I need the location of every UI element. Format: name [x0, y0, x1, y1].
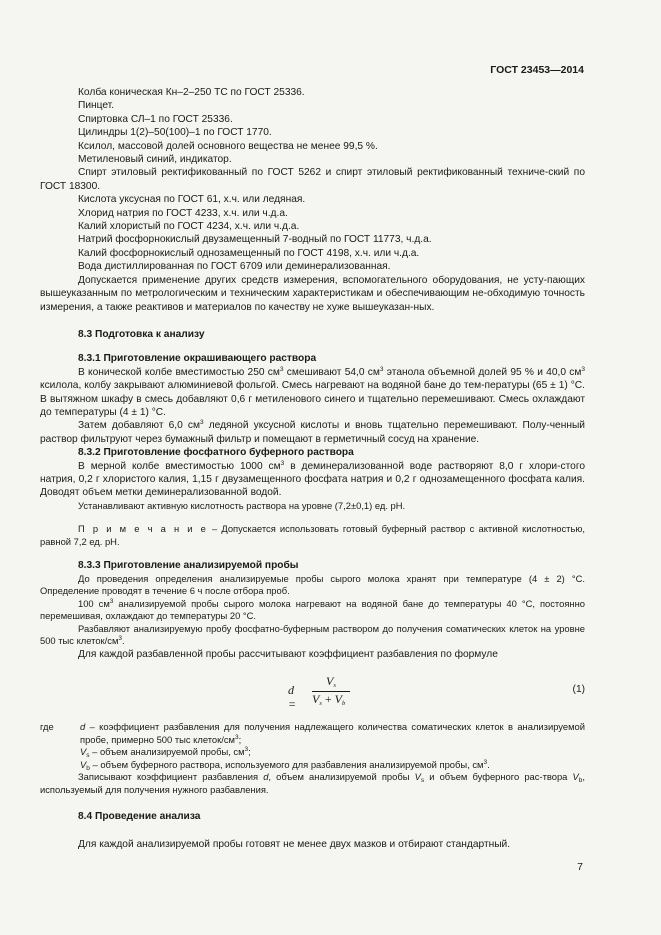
material-item: Хлорид натрия по ГОСТ 4233, х.ч. или ч.д.а.	[78, 207, 288, 219]
section-8-3-2-title: 8.3.2 Приготовление фосфатного буферного раствора	[78, 447, 354, 459]
material-item: Цилиндры 1(2)–50(100)–1 по ГОСТ 1770.	[78, 127, 272, 139]
material-item: Калий хлористый по ГОСТ 4234, х.ч. или ч.д.а.	[78, 221, 300, 233]
where-block	[40, 721, 585, 771]
section-8-3-3-paragraph-2: 100 $см^3$ анализируемой пробы сырого молока нагревают на водяной бане до температуры 40 °С, постоянно перемешивая, охлаждают до температуры 20 °С.	[40, 597, 585, 622]
material-item: Спиртовка СЛ–1 по ГОСТ 25336.	[78, 113, 233, 125]
section-8-3-2-paragraph-1: В мерной колбе вместимостью 1000 $см^3$ в деминерализованной воде растворяют 8,0 г хлори-стого натрия, 0,2 г хлористого калия, 1,15 г двузамещенного фосфата натрия и 0,2 г однозамещенного фосфата калия. Доводят объем метки деминерализованной водой.	[40, 459, 585, 499]
material-item: Вода дистиллированная по ГОСТ 6709 или деминерализованная.	[78, 261, 391, 273]
formula-1	[40, 671, 585, 713]
allowance-paragraph: Допускается применение других средств измерения, вспомогательного оборудования, не усту-пающих вышеуказанным по метрологическим и техническим характеристикам и обеспечивающим не-обходимую точность измерения, а также реактивов и материалов по качеству не хуже вышеуказан-ных.	[40, 274, 585, 313]
where-vs: $V_s$ – объем анализируемой пробы, $см^3$;	[80, 746, 251, 760]
formula-lhs: d =	[288, 683, 297, 711]
section-8-3-3-paragraph-3: Разбавляют анализируемую пробу фосфатно-буферным раствором до получения соматических клеток на уровне 500 тыс клеток/$см^3$.	[40, 622, 585, 647]
section-8-3-1-paragraph-2: Затем добавляют 6,0 $см^3$ ледяной уксусной кислоты и вновь тщательно перемешивают. Полу-ченный раствор фильтруют через бумажный фильтр и помещают в герметичный сосуд на хранение.	[40, 419, 585, 445]
note-paragraph: П р и м е ч а н и е – Допускается использовать готовый буферный раствор с активной кислотностью, равной 7,2 ед. рН.	[40, 523, 585, 547]
where-d: d – коэффициент разбавления для получения надлежащего количества соматических клеток в анализируемой пробе, примерно 500 тыс клеток/$см^3$;	[80, 721, 585, 745]
section-8-3-3-paragraph-1: До проведения определения анализируемые пробы сырого молока хранят при температуре (4 ± 2) °С. Определение проводят в течение 6 ч после отбора проб.	[40, 572, 585, 597]
body-text	[40, 86, 585, 851]
section-8-3-1-paragraph-1: В конической колбе вместимостью 250 $см^3$ смешивают 54,0 $см^3$ этанола объемной долей 95 % и 40,0 $см^3$ ксилола, колбу закрывают алюминиевой фольгой. Смесь нагревают на водяной бане до тем-пературы (65 ± 1) °С. В вытяжном шкафу в смесь добавляют 0,6 г метиленового синего и тщательно перемешивают. Смесь охлаждают до температуры (4 ± 1) °С.	[40, 365, 585, 418]
material-item: Спирт этиловый ректификованный по ГОСТ 5262 и спирт этиловый ректификованный техниче-ский по ГОСТ 18300.	[40, 167, 585, 192]
section-8-4-paragraph-1: Для каждой анализируемой пробы готовят не менее двух мазков и отбирают стандартный.	[78, 838, 511, 850]
where-vb: $V_b$ – объем буферного раствора, используемого для разбавления анализируемой пробы, $см^3$.	[80, 758, 490, 772]
formula-numerator: $V_s$	[326, 674, 336, 690]
where-label: где	[40, 721, 54, 733]
section-8-3-3-title: 8.3.3 Приготовление анализируемой пробы	[78, 560, 299, 572]
standard-header: ГОСТ 23453—2014	[490, 64, 584, 76]
material-item: Метиленовый синий, индикатор.	[78, 154, 232, 166]
section-8-3-3-paragraph-4: Для каждой разбавленной пробы рассчитывают коэффициент разбавления по формуле	[78, 648, 498, 660]
material-item: Ксилол, массовой долей основного вещества не менее 99,5 %.	[78, 140, 378, 152]
section-8-4-title: 8.4 Проведение анализа	[78, 811, 201, 823]
section-8-3-title: 8.3 Подготовка к анализу	[78, 328, 205, 340]
equation-number: (1)	[572, 684, 585, 696]
formula-denominator: $V_s + V_b$	[312, 692, 346, 708]
material-item: Натрий фосфорнокислый двузамещенный 7-водный по ГОСТ 11773, ч.д.а.	[78, 234, 432, 246]
page-number: 7	[577, 861, 583, 873]
material-item: Колба коническая Кн–2–250 ТС по ГОСТ 25336.	[78, 87, 305, 98]
material-item: Калий фосфорнокислый однозамещенный по ГОСТ 4198, х.ч. или ч.д.а.	[78, 247, 420, 259]
material-item: Пинцет.	[78, 100, 115, 112]
section-8-3-1-title: 8.3.1 Приготовление окрашивающего раствора	[78, 353, 317, 365]
note-label: П р и м е ч а н и е	[78, 523, 208, 535]
section-8-3-2-paragraph-2: Устанавливают активную кислотность раствора на уровне (7,2±0,1) ед. рН.	[78, 499, 406, 511]
record-paragraph: Записывают коэффициент разбавления d, объем анализируемой пробы $V_s$ и объем буферного рас-твора $V_b$, используемый для получения нужного разбавления.	[40, 771, 586, 795]
material-item: Кислота уксусная по ГОСТ 61, х.ч. или ледяная.	[78, 194, 306, 206]
